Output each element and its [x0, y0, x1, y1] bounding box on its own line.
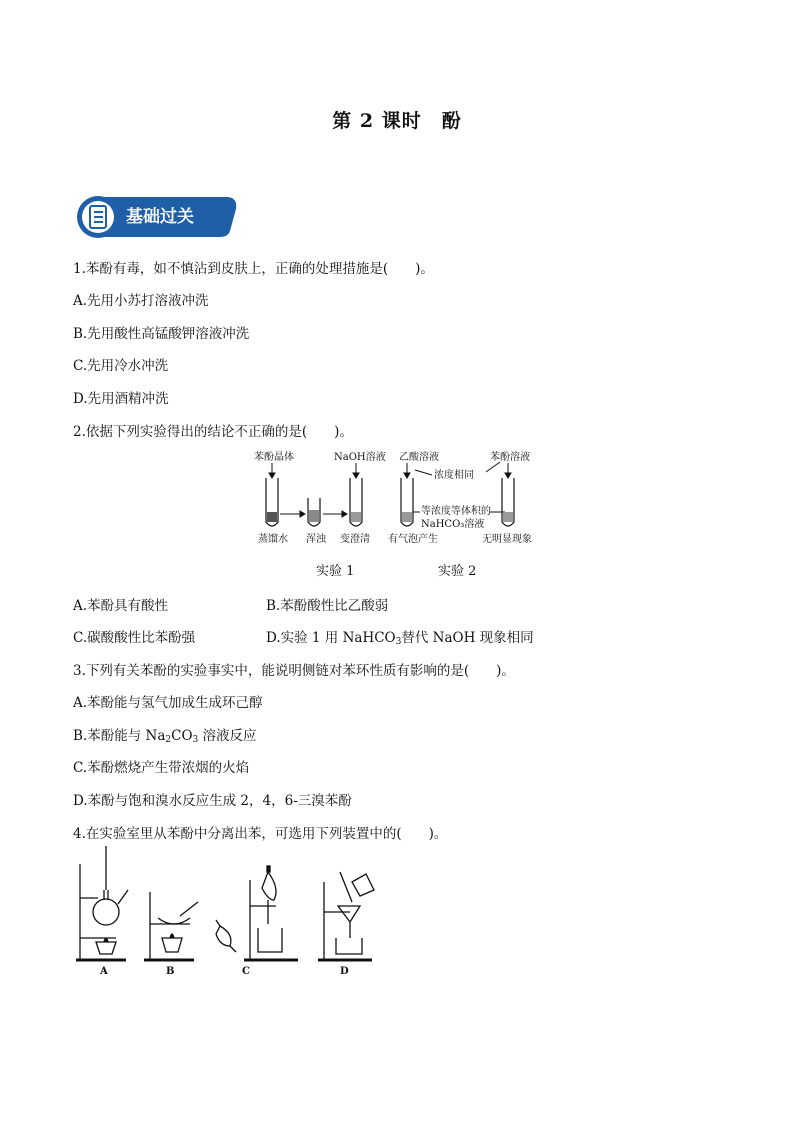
fig-caption-1: 实验 1 [316, 564, 355, 579]
fig-note-1: 等浓度等体积的 [421, 506, 491, 517]
fig-label-naoh: NaOH溶液 [334, 452, 386, 463]
apparatus-c [216, 920, 236, 952]
q1-stem: 1.苯酚有毒，如不慎沾到皮肤上，正确的处理措施是( )。 [73, 261, 434, 277]
apparatus-a [76, 846, 128, 960]
q1-option-b: B.先用酸性高锰酸钾溶液冲洗 [73, 326, 250, 342]
fig-under-none: 无明显现象 [482, 534, 532, 545]
fig-note-2: NaHCO₃溶液 [421, 519, 485, 530]
q2-option-d: D.实验 1 用 NaHCO$_3$替代 NaOH 现象相同 [266, 630, 534, 647]
fig-under-water: 蒸馏水 [258, 534, 288, 545]
fig-under-bubbles: 有气泡产生 [388, 534, 438, 545]
fig-label-acetic: 乙酸溶液 [399, 452, 439, 463]
fig-label-phenol-solution: 苯酚溶液 [490, 452, 530, 463]
q3-option-b: B.苯酚能与 $Na_2CO_3$ 溶液反应 [73, 728, 257, 745]
q1-option-d: D.先用酒精冲洗 [73, 391, 169, 407]
q1-option-a: A.先用小苏打溶液冲洗 [73, 293, 209, 309]
fig-caption-2: 实验 2 [438, 564, 477, 579]
apparatus-d [318, 872, 374, 960]
q2-option-c: C.碳酸酸性比苯酚强 [73, 630, 196, 646]
page-title: 第 2 课时 酚 [332, 110, 462, 132]
apparatus-label-c: C [242, 966, 250, 977]
q2-option-b: B.苯酚酸性比乙酸弱 [266, 598, 389, 614]
q2-experiment-figure [250, 448, 550, 584]
fig-label-same-conc: 浓度相同 [434, 470, 474, 481]
q2-stem: 2.依据下列实验得出的结论不正确的是( )。 [73, 424, 353, 440]
apparatus-label-a: A [100, 966, 108, 977]
apparatus-label-b: B [166, 966, 175, 977]
fig-under-turbid: 浑浊 [306, 534, 326, 545]
section-banner [76, 193, 238, 239]
apparatus-label-d: D [340, 966, 349, 977]
fig-under-clear: 变澄清 [340, 534, 370, 545]
fig-label-phenol-crystal: 苯酚晶体 [254, 452, 294, 463]
q3-option-c: C.苯酚燃烧产生带浓烟的火焰 [73, 760, 250, 776]
q2-option-a: A.苯酚具有酸性 [73, 598, 169, 614]
q3-stem: 3.下列有关苯酚的实验事实中，能说明侧链对苯环性质有影响的是( )。 [73, 663, 515, 679]
apparatus-c-stand [244, 866, 298, 960]
q3-option-d: D.苯酚与饱和溴水反应生成 2，4，6-三溴苯酚 [73, 793, 352, 809]
q4-apparatus-figure [70, 842, 380, 978]
banner-label: 基础过关 [126, 207, 194, 227]
q3-option-a: A.苯酚能与氢气加成生成环己醇 [73, 695, 263, 711]
q4-stem: 4.在实验室里从苯酚中分离出苯，可选用下列装置中的( )。 [73, 826, 448, 842]
apparatus-b [144, 892, 198, 960]
q1-option-c: C.先用冷水冲洗 [73, 358, 169, 374]
